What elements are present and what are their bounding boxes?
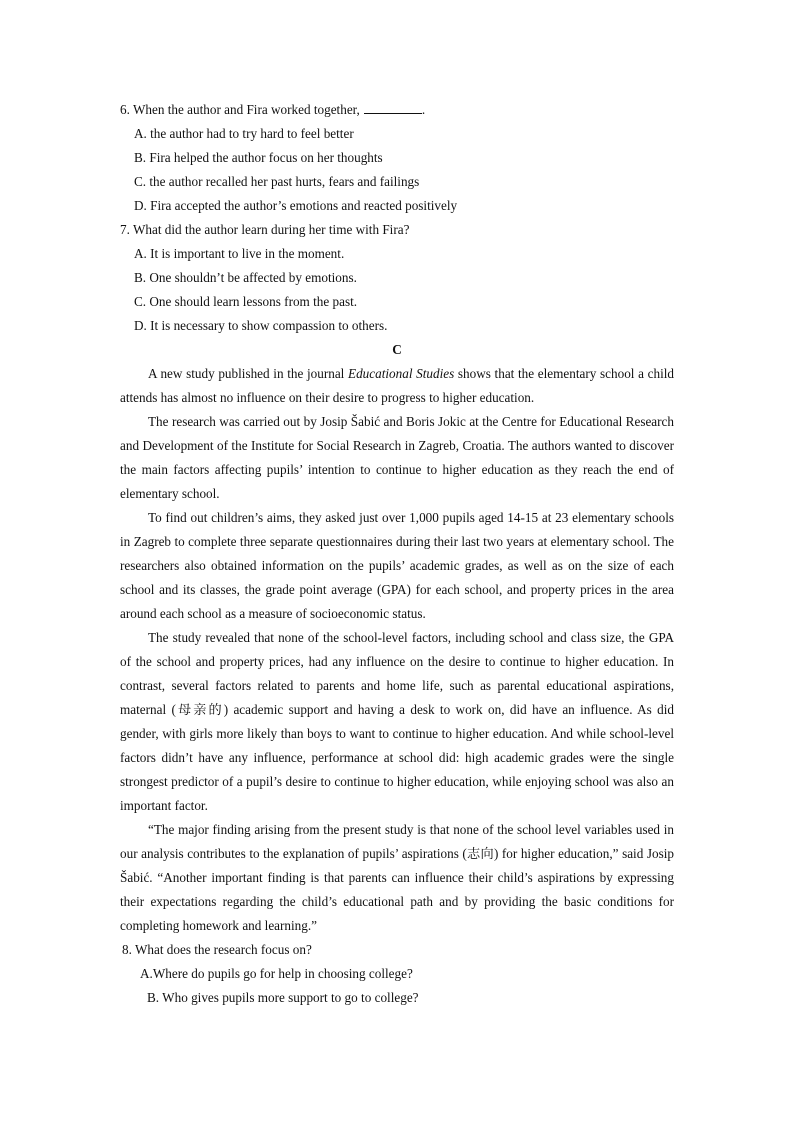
question-7-stem: 7. What did the author learn during her time with Fira?	[120, 222, 410, 237]
question-6-option-b: B. Fira helped the author focus on her thoughts	[134, 150, 383, 165]
section-title: C	[392, 342, 402, 357]
passage-paragraph-1-start: A new study published in the journal	[148, 366, 349, 381]
passage-paragraph-2: The research was carried out by Josip Šabić and Boris Jokic at the Centre for Educational Research and Development of the Institute for Social Research in Zagreb, Croatia. The authors wanted to discover the main factors affecting pupils’ intention to continue to higher education as they reach the end of elementary school.	[120, 414, 674, 501]
passage-paragraph-1-end: shows that the elementary school a child attends has almost no influence on their desire to progress to higher education.	[120, 366, 675, 405]
document-page	[120, 98, 674, 1010]
passage-paragraph-4: The study revealed that none of the school-level factors, including school and class size, the GPA of the school and property prices, had any influence on the desire to continue to higher education. In contrast, several factors related to parents and home life, such as parental educational aspirations, maternal (母亲的) academic support and having a desk to work on, did have an influence. As did gender, with girls more likely than boys to want to continue to higher education. And while school-level factors didn’t have any influence, performance at school did: high academic grades were the single strongest predictor of a pupil’s desire to continue to higher education, while enjoying school was also an important factor.	[120, 630, 674, 813]
question-8-option-b: B. Who gives pupils more support to go to college?	[147, 990, 419, 1005]
question-6-stem-end: .	[421, 102, 426, 117]
passage-paragraph-3: To find out children’s aims, they asked just over 1,000 pupils aged 14-15 at 23 elementary schools in Zagreb to complete three separate questionnaires during their last two years at elementary school. The researchers also obtained information on the pupils’ academic grades, as well as on the size of each school and its classes, the grade point average (GPA) for each school, and property prices in the area around each school as a measure of socioeconomic status.	[120, 510, 674, 621]
question-6-option-c: C. the author recalled her past hurts, fears and failings	[134, 174, 420, 189]
question-7-option-b: B. One shouldn’t be affected by emotions.	[134, 270, 357, 285]
question-6-stem: 6. When the author and Fira worked together,	[120, 102, 360, 117]
answer-blank	[364, 99, 422, 114]
question-7-option-c: C. One should learn lessons from the past.	[134, 294, 358, 309]
question-6-option-a: A. the author had to try hard to feel better	[134, 126, 354, 141]
question-6-option-d: D. Fira accepted the author’s emotions and reacted positively	[134, 198, 458, 213]
question-8-option-a: A.Where do pupils go for help in choosing college?	[140, 966, 413, 981]
passage-paragraph-5: “The major finding arising from the present study is that none of the school level variables used in our analysis contributes to the explanation of pupils’ aspirations (志向) for higher education,” said Josip Šabić. “Another important finding is that parents can influence their child’s aspirations by expressing their expectations regarding the child’s educational path and by providing the basic conditions for completing homework and learning.”	[120, 822, 674, 933]
question-7-option-d: D. It is necessary to show compassion to others.	[134, 318, 388, 333]
journal-name: Educational Studies	[348, 366, 455, 381]
question-6	[120, 98, 674, 122]
question-8-stem: 8. What does the research focus on?	[122, 942, 312, 957]
question-7-option-a: A. It is important to live in the moment.	[134, 246, 345, 261]
passage-paragraph-1	[120, 362, 674, 410]
